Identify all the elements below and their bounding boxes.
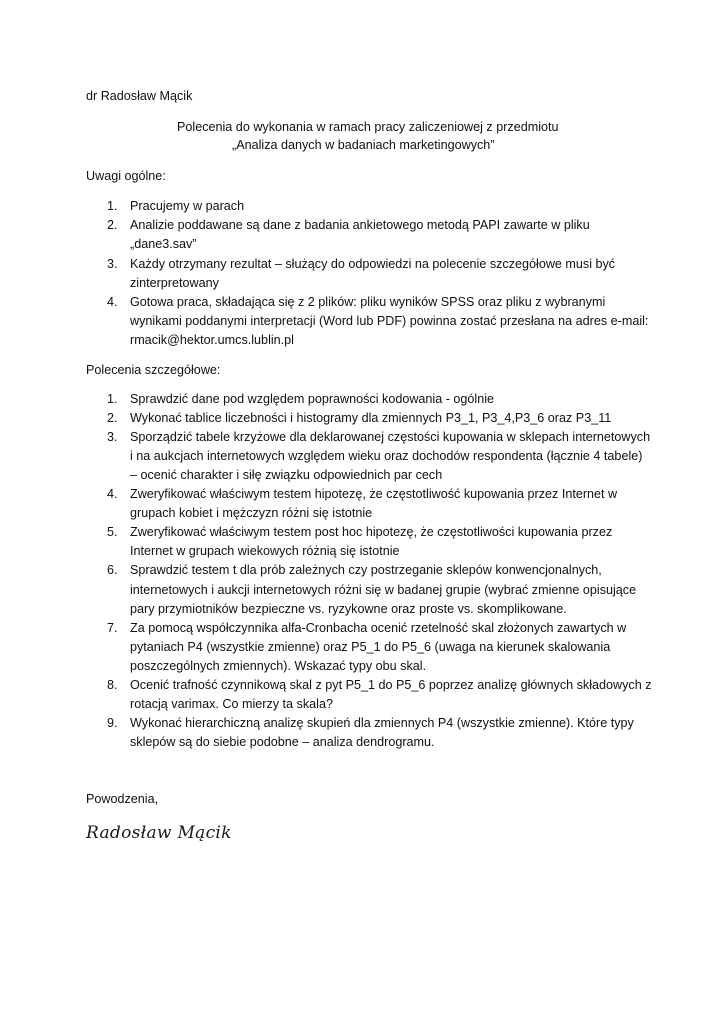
handwritten-signature: Radosław Mącik	[86, 823, 232, 843]
list-item-text-line: Sporządzić tabele krzyżowe dla deklarowanej częstości kupowania w sklepach internetowych	[130, 430, 651, 445]
list-item-text-line: i na aukcjach internetowych względem wieku oraz dochodów respondenta (łącznie 4 tabele)	[130, 449, 643, 464]
list-item-number: 8.	[107, 677, 118, 692]
list-item-text-line: Za pomocą współczynnika alfa-Cronbacha ocenić rzetelność skal złożonych zawartych w	[130, 620, 627, 635]
title-line-1: Polecenia do wykonania w ramach pracy zaliczeniowej z przedmiotu	[177, 120, 559, 134]
list-item-text-line: Pracujemy w parach	[130, 199, 245, 213]
detailed-heading: Polecenia szczegółowe:	[86, 363, 221, 377]
list-item-text-line: wynikami poddanymi interpretacji (Word lub PDF) powinna zostać przesłana na adres e-mail:	[130, 314, 649, 329]
list-item-text-line: grupach kobiet i mężczyzn różni się istotnie	[130, 506, 373, 521]
title-line-2: „Analiza danych w badaniach marketingowych”	[232, 138, 495, 152]
list-item-text-line: Każdy otrzymany rezultat – służący do odpowiedzi na polecenie szczegółowe musi być	[130, 256, 616, 271]
list-item-number: 4.	[107, 295, 118, 309]
list-item-text-line: Ocenić trafność czynnikową skal z pyt P5_1 do P5_6 poprzez analizę głównych składowych z	[130, 677, 652, 692]
list-item-number: 3.	[107, 430, 118, 445]
list-item-text-line: rmacik@hektor.umcs.lublin.pl	[130, 333, 294, 348]
list-item-text-line: Zweryfikować właściwym testem post hoc hipotezę, że częstotliwości kupowania przez	[130, 525, 613, 540]
list-item-number: 9.	[107, 715, 118, 730]
general-heading: Uwagi ogólne:	[86, 169, 166, 183]
list-item-text-line: Wykonać hierarchiczną analizę skupień dla zmiennych P4 (wszystkie zmienne). Które typy	[130, 715, 634, 730]
list-item-number: 7.	[107, 620, 118, 635]
list-item-text-line: pytaniach P4 (wszystkie zmienne) oraz P5_1 do P5_6 (uwaga na kierunek skalowania	[130, 639, 611, 654]
list-item-text-line: Internet w grupach wiekowych różnią się istotnie	[130, 544, 400, 559]
list-item-number: 6.	[107, 563, 118, 578]
list-item-text-line: Analizie poddawane są dane z badania ankietowego metodą PAPI zawarte w pliku	[130, 218, 590, 233]
list-item-number: 4.	[107, 487, 118, 502]
list-item-text-line: – ocenić charakter i siłę związku odpowiednich par cech	[130, 468, 443, 483]
list-item-text-line: pary przymiotników bezpieczne vs. ryzykowne oraz proste vs. skomplikowane.	[130, 601, 567, 616]
list-item-text-line: Zweryfikować właściwym testem hipotezę, że częstotliwość kupowania przez Internet w	[130, 487, 618, 502]
list-item-number: 1.	[107, 392, 118, 406]
list-item-number: 3.	[107, 256, 118, 271]
list-item-text-line: „dane3.sav”	[130, 237, 197, 252]
list-item-text-line: Sprawdzić testem t dla prób zależnych czy postrzeganie sklepów konwencjonalnych,	[130, 563, 602, 578]
author-line: dr Radosław Mącik	[86, 89, 193, 103]
list-item-number: 5.	[107, 525, 118, 540]
list-item-text-line: Wykonać tablice liczebności i histogramy dla zmiennych P3_1, P3_4,P3_6 oraz P3_11	[130, 411, 612, 426]
list-item-text-line: sklepów są do siebie podobne – analiza dendrogramu.	[130, 734, 435, 749]
list-item-number: 2.	[107, 218, 118, 233]
list-item-text-line: Gotowa praca, składająca się z 2 plików: pliku wyników SPSS oraz pliku z wybranymi	[130, 295, 606, 309]
list-item-text-line: poszczególnych zmiennych). Wskazać typy obu skal.	[130, 658, 427, 673]
list-item-number: 1.	[107, 199, 118, 213]
closing-line: Powodzenia,	[86, 792, 159, 806]
list-item-text-line: internetowych i aukcji internetowych różni się w badanej grupie (wybrać zmienne opisujące	[130, 582, 637, 597]
list-item-text-line: zinterpretowany	[130, 275, 219, 290]
list-item-text-line: Sprawdzić dane pod względem poprawności kodowania - ogólnie	[130, 392, 495, 406]
list-item-number: 2.	[107, 411, 118, 426]
list-item-text-line: rotacją varimax. Co mierzy ta skala?	[130, 696, 333, 711]
